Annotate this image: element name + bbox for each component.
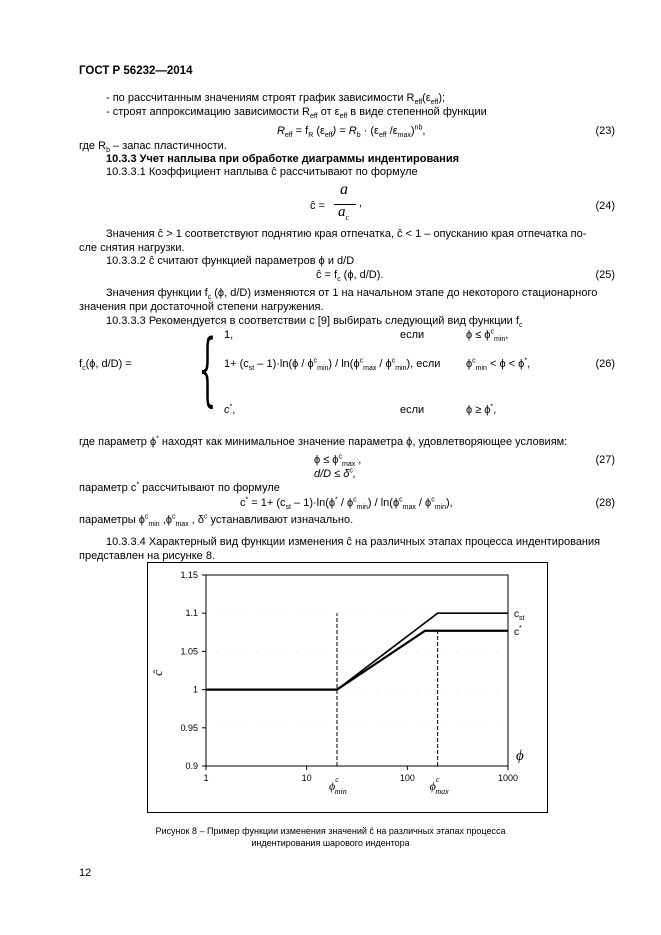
paragraph-10333: 10.3.3.3 Рекомендуется в соответствии с [9] выбирать следующий вид функции $f_c$ bbox=[106, 315, 523, 330]
paragraph-values-1: Значения ĉ > 1 соответствуют поднятию края отпечатка, ĉ < 1 – опусканию края отпечатка по- bbox=[106, 228, 587, 240]
eq26-cond-2: $\phi^c_{min} < \phi < \phi^*$, bbox=[466, 357, 531, 373]
paragraph-params-init: параметры $\phi^c_{min}$ $,\phi^c_{max}$ , $\delta^c$ устанавливают изначально. bbox=[79, 513, 354, 529]
eq26-if-3: если bbox=[400, 404, 425, 416]
paragraph-func-2: значения при достаточной степени нагружения. bbox=[79, 301, 324, 313]
y-tick-label: 1 bbox=[192, 684, 198, 695]
paragraph-values-2: сле снятия нагрузки. bbox=[79, 242, 185, 254]
section-title: 10.3.3 Учет наплыва при обработке диаграммы индентирования bbox=[106, 153, 460, 165]
equation-24-lhs: ĉ = bbox=[310, 200, 325, 212]
bullet-2: - строят аппроксимацию зависимости $R_{eff}$ от $\varepsilon_{eff}$ в виде степенной функции bbox=[106, 106, 487, 121]
paragraph-10331: 10.3.3.1 Коэффициент наплыва ĉ рассчитывают по формуле bbox=[106, 166, 418, 178]
paragraph-param-c: параметр c* рассчитывают по формуле bbox=[79, 481, 280, 494]
paragraph-10332: 10.3.3.2 ĉ считают функцией параметров ϕ и d/D bbox=[106, 255, 355, 267]
series-label-0: $c_{st}$ bbox=[514, 609, 525, 623]
equation-23: $R_{eff} = f_R$ $(\varepsilon_{eff}) = R_b \cdot (\varepsilon_{eff}$ $/\varepsilon_{max})^{nb}$, bbox=[277, 124, 426, 140]
eq26-row3: c*, bbox=[224, 403, 236, 416]
equation-number-28: (28) bbox=[595, 497, 615, 509]
brace-icon: { bbox=[198, 322, 217, 415]
y-tick-label: 1.15 bbox=[180, 570, 198, 580]
equation-26-lhs: $f_c(\phi$, d/D) = bbox=[79, 358, 132, 373]
equation-24-tail: , bbox=[359, 197, 363, 209]
plot-area bbox=[206, 575, 508, 766]
x-tick-label: 100 bbox=[399, 773, 415, 783]
equation-number-27: (27) bbox=[595, 454, 615, 466]
y-tick-label: 1.05 bbox=[180, 646, 198, 657]
figure-caption-line-1: Рисунок 8 – Пример функции изменения значений ĉ на различных этапах процесса bbox=[155, 826, 506, 836]
paragraph-10334-1: 10.3.3.4 Характерный вид функции изменения ĉ на различных этапах процесса индентирования bbox=[106, 536, 601, 548]
document-code: ГОСТ Р 56232—2014 bbox=[79, 65, 193, 77]
chart-frame bbox=[147, 562, 548, 813]
y-tick-label: 0.9 bbox=[185, 761, 198, 771]
equation-25: ĉ = $f_c$ (ϕ, d/D). bbox=[316, 269, 384, 284]
eq26-row2: $1+ (c_{st} - 1)\cdot\ln(\phi / \phi^c_{min}) / \ln(\phi^c_{max} / \phi^c_{min})$, если bbox=[224, 357, 441, 373]
series-label-1: c* bbox=[514, 624, 522, 638]
equation-27b: $d/D \le \delta^c$, bbox=[314, 467, 356, 480]
equation-24-numerator: a bbox=[340, 181, 348, 198]
x-axis-label: ϕ bbox=[516, 748, 524, 764]
equation-28: $c^* = 1+ (c_{st} - 1)\cdot\ln(\phi^* / \phi^c_{min}) / \ln(\phi^c_{max} / \phi^c_{min})$, bbox=[240, 496, 453, 512]
equation-24-denominator: $a_c$ bbox=[338, 204, 350, 222]
bullet-1: - по рассчитанным значениям строят график зависимости $R_{eff}(\varepsilon_{eff})$; bbox=[106, 92, 446, 107]
y-tick-label: 0.95 bbox=[180, 722, 198, 733]
equation-number-24: (24) bbox=[595, 200, 615, 212]
x-tick-label: 10 bbox=[301, 773, 312, 783]
chart-svg bbox=[148, 563, 547, 812]
y-tick-label: 1.1 bbox=[185, 608, 198, 619]
page-number: 12 bbox=[79, 867, 92, 879]
where-rb: где $R_b$ – запас пластичности. bbox=[79, 140, 227, 155]
eq26-cond-3: ϕ ≥ ϕ*, bbox=[466, 403, 497, 416]
equation-number-23: (23) bbox=[595, 125, 615, 137]
x-tick-label: 1000 bbox=[497, 773, 519, 783]
marker-label-max: $\phi^c$ max bbox=[429, 775, 449, 796]
eq26-if-1: если bbox=[400, 329, 425, 341]
eq26-row1: 1, bbox=[224, 329, 234, 341]
figure-caption-line-2: индентирования шарового индентора bbox=[251, 838, 410, 848]
equation-number-26: (26) bbox=[595, 358, 615, 370]
marker-label-min: $\phi^c$ min bbox=[328, 775, 347, 796]
paragraph-param-phi: где параметр ϕ* находят как минимальное значение параметра ϕ, удовлетворяющее условиям: bbox=[79, 435, 568, 448]
equation-number-25: (25) bbox=[595, 269, 615, 281]
y-axis-label: ĉ bbox=[150, 670, 165, 676]
paragraph-func-1: Значения функции $f_c$ (ϕ, d/D) изменяются от 1 на начальном этапе до некоторого стационарного bbox=[106, 287, 598, 302]
equation-27a: $\phi \le \phi^c_{max}$ , bbox=[314, 453, 362, 469]
paragraph-10334-2: представлен на рисунке 8. bbox=[79, 550, 216, 562]
x-tick-label: 1 bbox=[203, 773, 209, 783]
series-line-1 bbox=[206, 631, 508, 690]
eq26-cond-1: $\phi \le \phi^c_{min}$, bbox=[466, 328, 509, 344]
